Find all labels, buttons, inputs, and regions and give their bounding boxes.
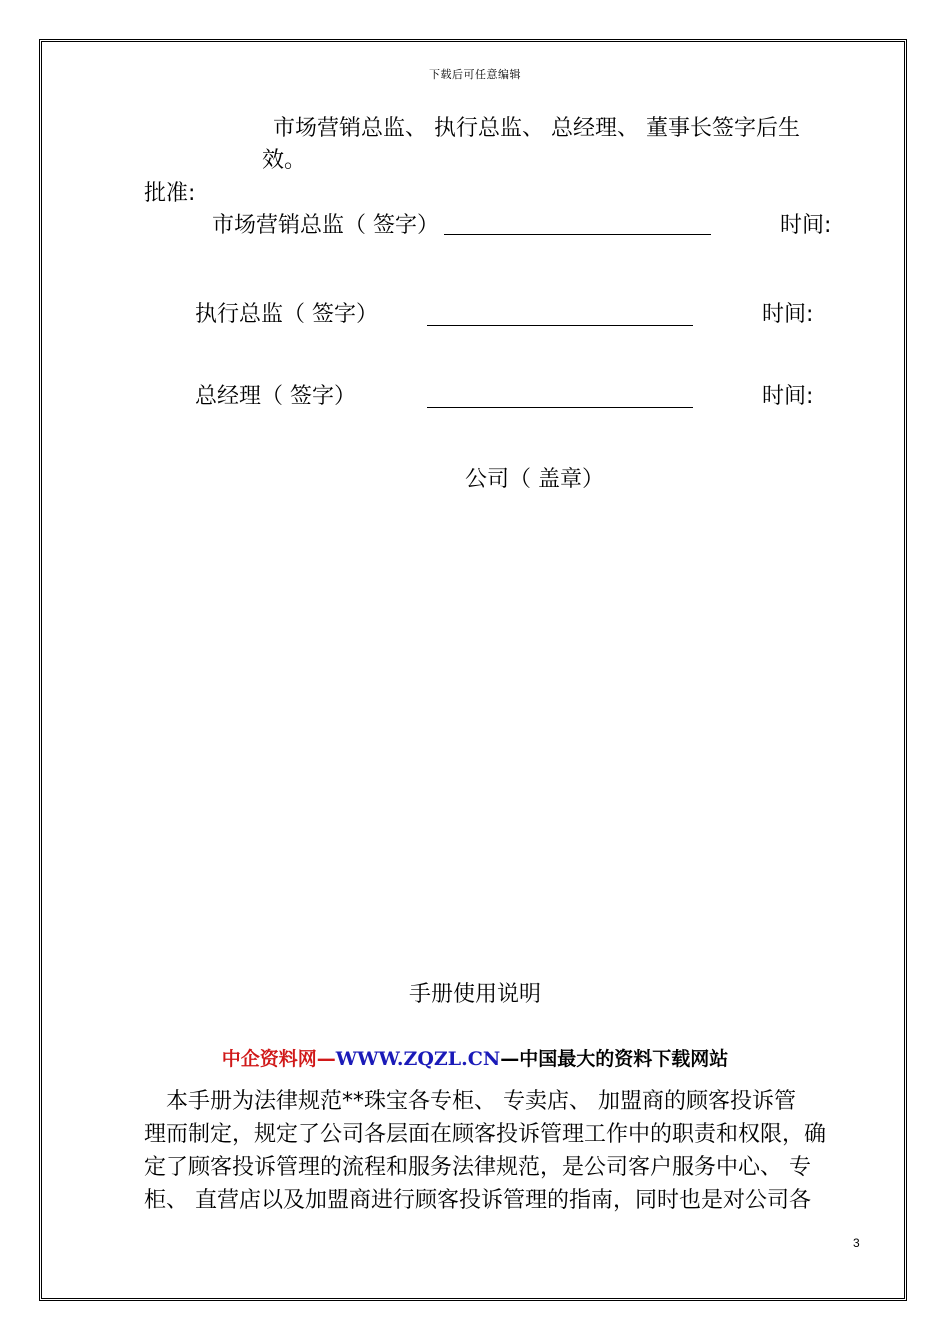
banner-dash-1: — (316, 1048, 336, 1070)
signature-label-marketing-director: 市场营销总监（ 签字） (212, 213, 439, 238)
time-label-executive-director: 时间: (762, 302, 814, 327)
signature-label-executive-director: 执行总监（ 签字） (195, 302, 378, 327)
site-banner (0, 1047, 950, 1071)
header-note: 下载后可任意编辑 (429, 68, 521, 81)
company-seal-label: 公司（ 盖章） (465, 467, 604, 492)
time-label-marketing-director: 时间: (780, 213, 832, 238)
banner-dash-2: — (500, 1048, 520, 1070)
signature-line-marketing-director (444, 234, 711, 235)
effective-text-line1: 市场营销总监、 执行总监、 总经理、 董事长签字后生 (273, 116, 800, 141)
time-label-general-manager: 时间: (762, 384, 814, 409)
manual-paragraph-line-2: 理而制定，规定了公司各层面在顾客投诉管理工作中的职责和权限，确 (144, 1122, 827, 1147)
approve-label: 批准: (144, 181, 196, 206)
signature-line-executive-director (427, 325, 693, 326)
signature-line-general-manager (427, 407, 693, 408)
banner-site-name: 中企资料网 (221, 1048, 317, 1070)
manual-paragraph-line-3: 定了顾客投诉管理的流程和服务法律规范，是公司客户服务中心、 专 (144, 1155, 811, 1180)
banner-tagline: 中国最大的资料下载网站 (519, 1048, 729, 1070)
manual-title: 手册使用说明 (408, 982, 541, 1007)
manual-paragraph-line-4: 柜、 直营店以及加盟商进行顾客投诉管理的指南，同时也是对公司各 (144, 1188, 811, 1213)
page-number: 3 (853, 1236, 860, 1250)
manual-paragraph-line-1: 本手册为法律规范**珠宝各专柜、 专卖店、 加盟商的顾客投诉管 (144, 1089, 796, 1114)
signature-label-general-manager: 总经理（ 签字） (195, 384, 356, 409)
effective-text-line2: 效。 (262, 148, 307, 173)
banner-site-url: WWW.ZQZL.CN (335, 1048, 501, 1070)
